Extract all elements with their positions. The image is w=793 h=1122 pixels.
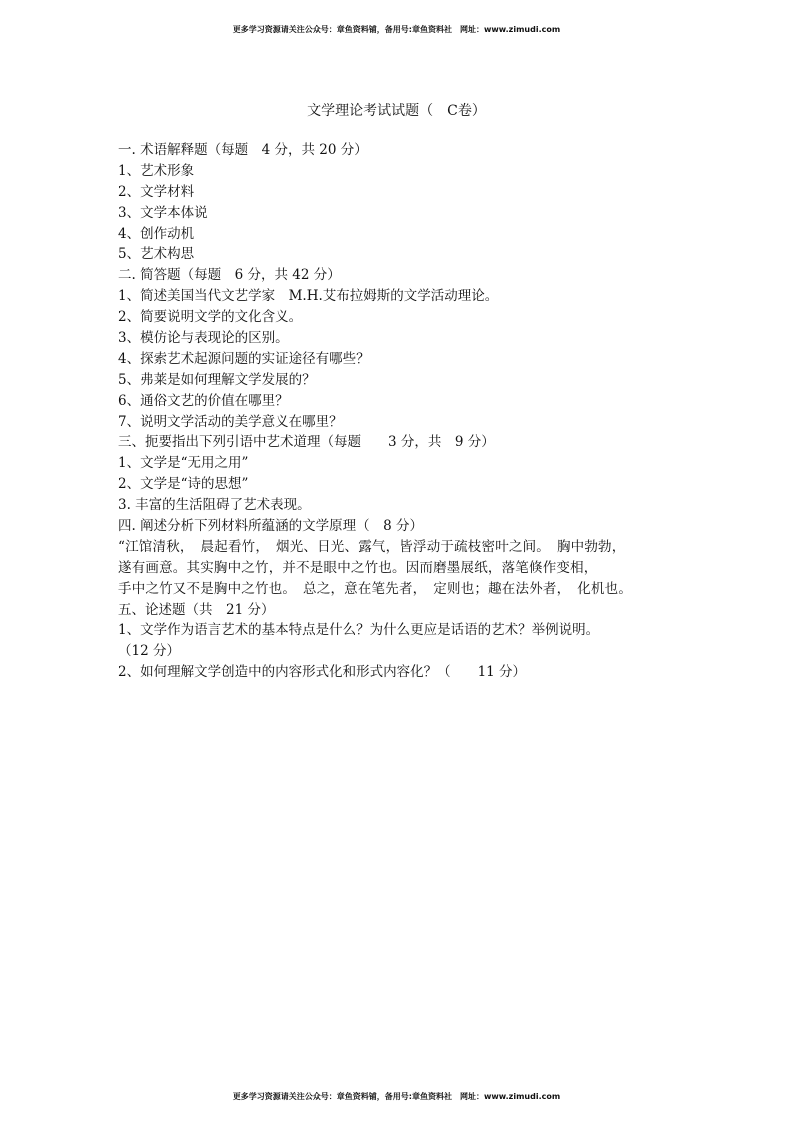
section-essay (118, 600, 678, 684)
question-item: 4、创作动机 (118, 225, 195, 242)
question-item: 6、通俗文艺的价值在哪里？ (118, 392, 289, 409)
section-analysis (118, 516, 678, 600)
section-heading: 四. 阐述分析下列材料所蕴涵的文学原理（ 8 分） (118, 518, 423, 535)
question-item: 1、简述美国当代文艺学家 M.H.艾布拉姆斯的文学活动理论。 (118, 288, 499, 305)
paragraph-line: 遂有画意。其实胸中之竹，并不是眼中之竹也。因而磨墨展纸，落笔倏作变相， (118, 559, 598, 576)
exam-content (118, 140, 678, 683)
question-item: 2、简要说明文学的文化含义。 (118, 309, 303, 326)
question-item: 5、艺术构思 (118, 246, 195, 263)
question-item: 1、文学作为语言艺术的基本特点是什么？为什么更应是话语的艺术？举例说明。 (118, 622, 600, 639)
section-heading: 三、扼要指出下列引语中艺术道理（每题 3 分，共 9 分） (118, 434, 495, 451)
question-item: 4、探索艺术起源问题的实证途径有哪些？ (118, 350, 370, 367)
material-paragraph (118, 537, 678, 600)
footer-banner: 更多学习资源请关注公众号：章鱼资料铺，备用号:章鱼资料社 网址：www.zimudi.com (232, 1092, 561, 1101)
question-item: 3、文学本体说 (118, 204, 208, 221)
section-quotes (118, 432, 678, 516)
question-item: 1、艺术形象 (118, 162, 195, 179)
page-title: 文学理论考试试题（ C卷） (307, 103, 486, 119)
question-item: 2、文学是“诗的思想” (118, 476, 249, 493)
section-heading: 五、论述题（共 21 分） (118, 601, 275, 618)
paragraph-line: “江馆清秋， 晨起看竹， 烟光、日光、露气，皆浮动于疏枝密叶之间。 胸中勃勃， (118, 538, 626, 555)
section-heading: 二. 简答题（每题 6 分，共 42 分） (118, 267, 341, 284)
question-item: 3. 丰富的生活阻碍了艺术表现。 (118, 497, 311, 514)
question-item: （12 分） (118, 643, 180, 660)
question-item: 1、文学是“无用之用” (118, 455, 249, 472)
question-item: 7、说明文学活动的美学意义在哪里？ (118, 413, 343, 430)
question-item: 2、文学材料 (118, 183, 195, 200)
section-terms (118, 140, 678, 265)
section-short-answer (118, 265, 678, 432)
paragraph-line: 手中之竹又不是胸中之竹也。 总之，意在笔先者， 定则也；趣在法外者， 化机也。 (118, 580, 633, 597)
header-banner: 更多学习资源请关注公众号：章鱼资料铺，备用号:章鱼资料社 网址：www.zimudi.com (232, 25, 561, 34)
question-item: 2、如何理解文学创造中的内容形式化和形式内容化？（ 11 分） (118, 664, 527, 681)
question-item: 5、弗莱是如何理解文学发展的？ (118, 371, 316, 388)
question-item: 3、模仿论与表现论的区别。 (118, 330, 289, 347)
section-heading: 一. 术语解释题（每题 4 分，共 20 分） (118, 142, 368, 158)
